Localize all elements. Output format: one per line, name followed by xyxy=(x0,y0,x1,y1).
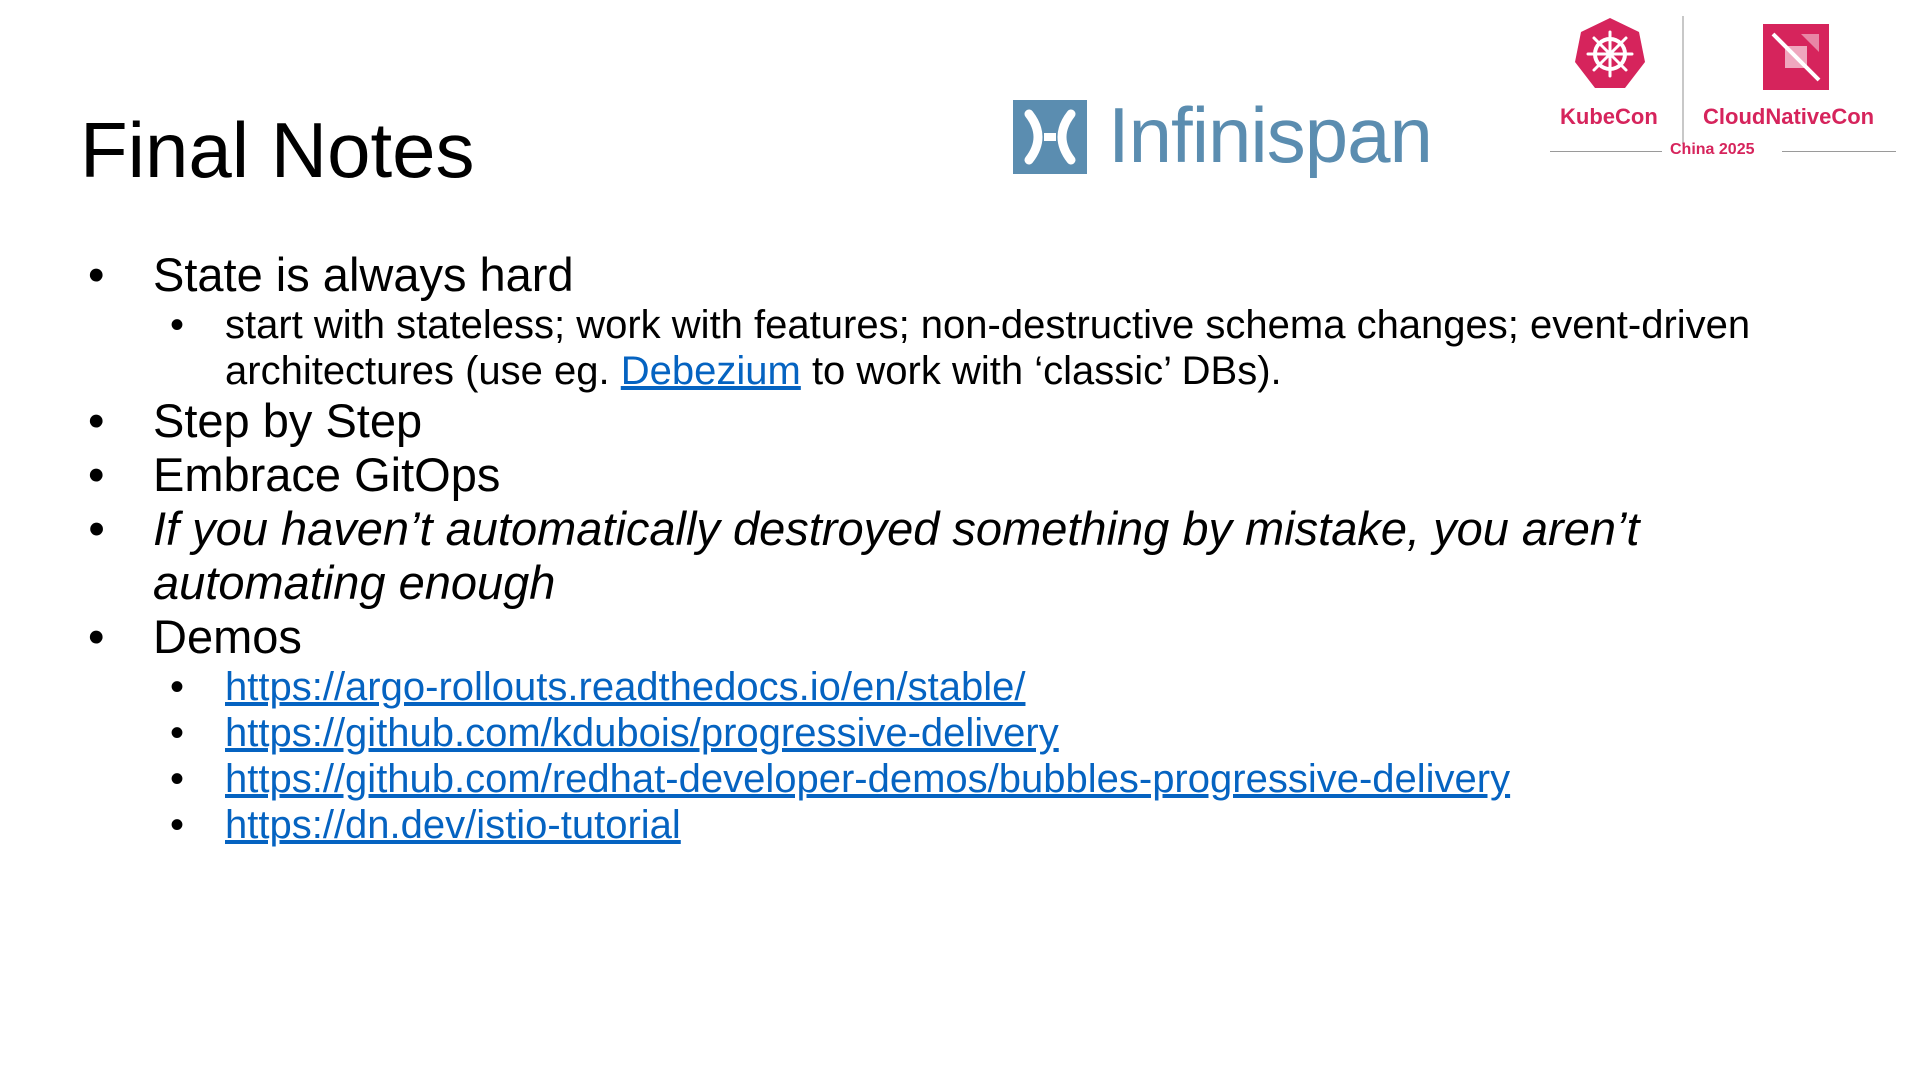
bullet-step-text: Step by Step xyxy=(153,394,423,447)
bullet-dot: • xyxy=(88,610,105,663)
kubecon-label: KubeCon xyxy=(1560,104,1658,129)
argo-rollouts-link[interactable]: https://argo-rollouts.readthedocs.io/en/stable/ xyxy=(225,665,1026,709)
sub-bullet-text-after: to work with ‘classic’ DBs). xyxy=(800,349,1282,393)
bullet-gitops-text: Embrace GitOps xyxy=(153,448,501,501)
bullet-dot: • xyxy=(170,711,185,755)
progressive-delivery-link[interactable]: https://github.com/kdubois/progressive-delivery xyxy=(225,711,1059,755)
cloudnativecon-label: CloudNativeCon xyxy=(1703,104,1875,129)
logo-divider xyxy=(1682,16,1684,144)
logo-rule-left xyxy=(1550,151,1662,152)
bubbles-progressive-delivery-link[interactable]: https://github.com/redhat-developer-demos/bubbles-progressive-delivery xyxy=(225,757,1511,801)
bullet-dot: • xyxy=(88,394,105,447)
bullet-dot: • xyxy=(88,448,105,501)
demo-link-item xyxy=(88,802,1868,848)
bullet-automation-text: If you haven’t automatically destroyed something by mistake, you aren’t automating enough xyxy=(153,502,1640,609)
infinispan-logo-icon xyxy=(1013,100,1087,174)
infinispan-wordmark: Infinispan xyxy=(1108,91,1432,179)
istio-tutorial-link[interactable]: https://dn.dev/istio-tutorial xyxy=(225,803,681,847)
kubecon-cloudnativecon-logo xyxy=(1550,14,1900,164)
event-edition: China 2025 xyxy=(1670,141,1755,158)
bullet-gitops xyxy=(88,448,1868,502)
bullet-demos xyxy=(88,610,1868,664)
sub-bullet-text-before: start with stateless; work with features; non-destructive schema changes; event-driven architectures (use eg. xyxy=(225,303,1751,393)
bullet-state xyxy=(88,248,1868,302)
bullet-dot: • xyxy=(170,803,185,847)
bullet-step xyxy=(88,394,1868,448)
debezium-link[interactable]: Debezium xyxy=(620,349,801,393)
sub-bullet-state-detail xyxy=(88,302,1868,394)
slide-content xyxy=(88,248,1868,848)
bullet-demos-text: Demos xyxy=(153,610,302,663)
demo-link-item xyxy=(88,756,1868,802)
slide-title: Final Notes xyxy=(80,106,475,194)
kubernetes-helm-icon xyxy=(1575,16,1645,92)
bullet-automation-quote xyxy=(88,502,1868,610)
bullet-dot: • xyxy=(170,665,185,709)
cncf-icon xyxy=(1763,24,1829,90)
logo-rule-right xyxy=(1782,151,1896,152)
bullet-dot: • xyxy=(170,757,185,801)
demo-link-item xyxy=(88,664,1868,710)
demo-link-item xyxy=(88,710,1868,756)
bullet-dot: • xyxy=(88,502,105,555)
bullet-dot: • xyxy=(88,248,105,301)
bullet-dot: • xyxy=(170,303,185,347)
bullet-state-text: State is always hard xyxy=(153,248,574,301)
